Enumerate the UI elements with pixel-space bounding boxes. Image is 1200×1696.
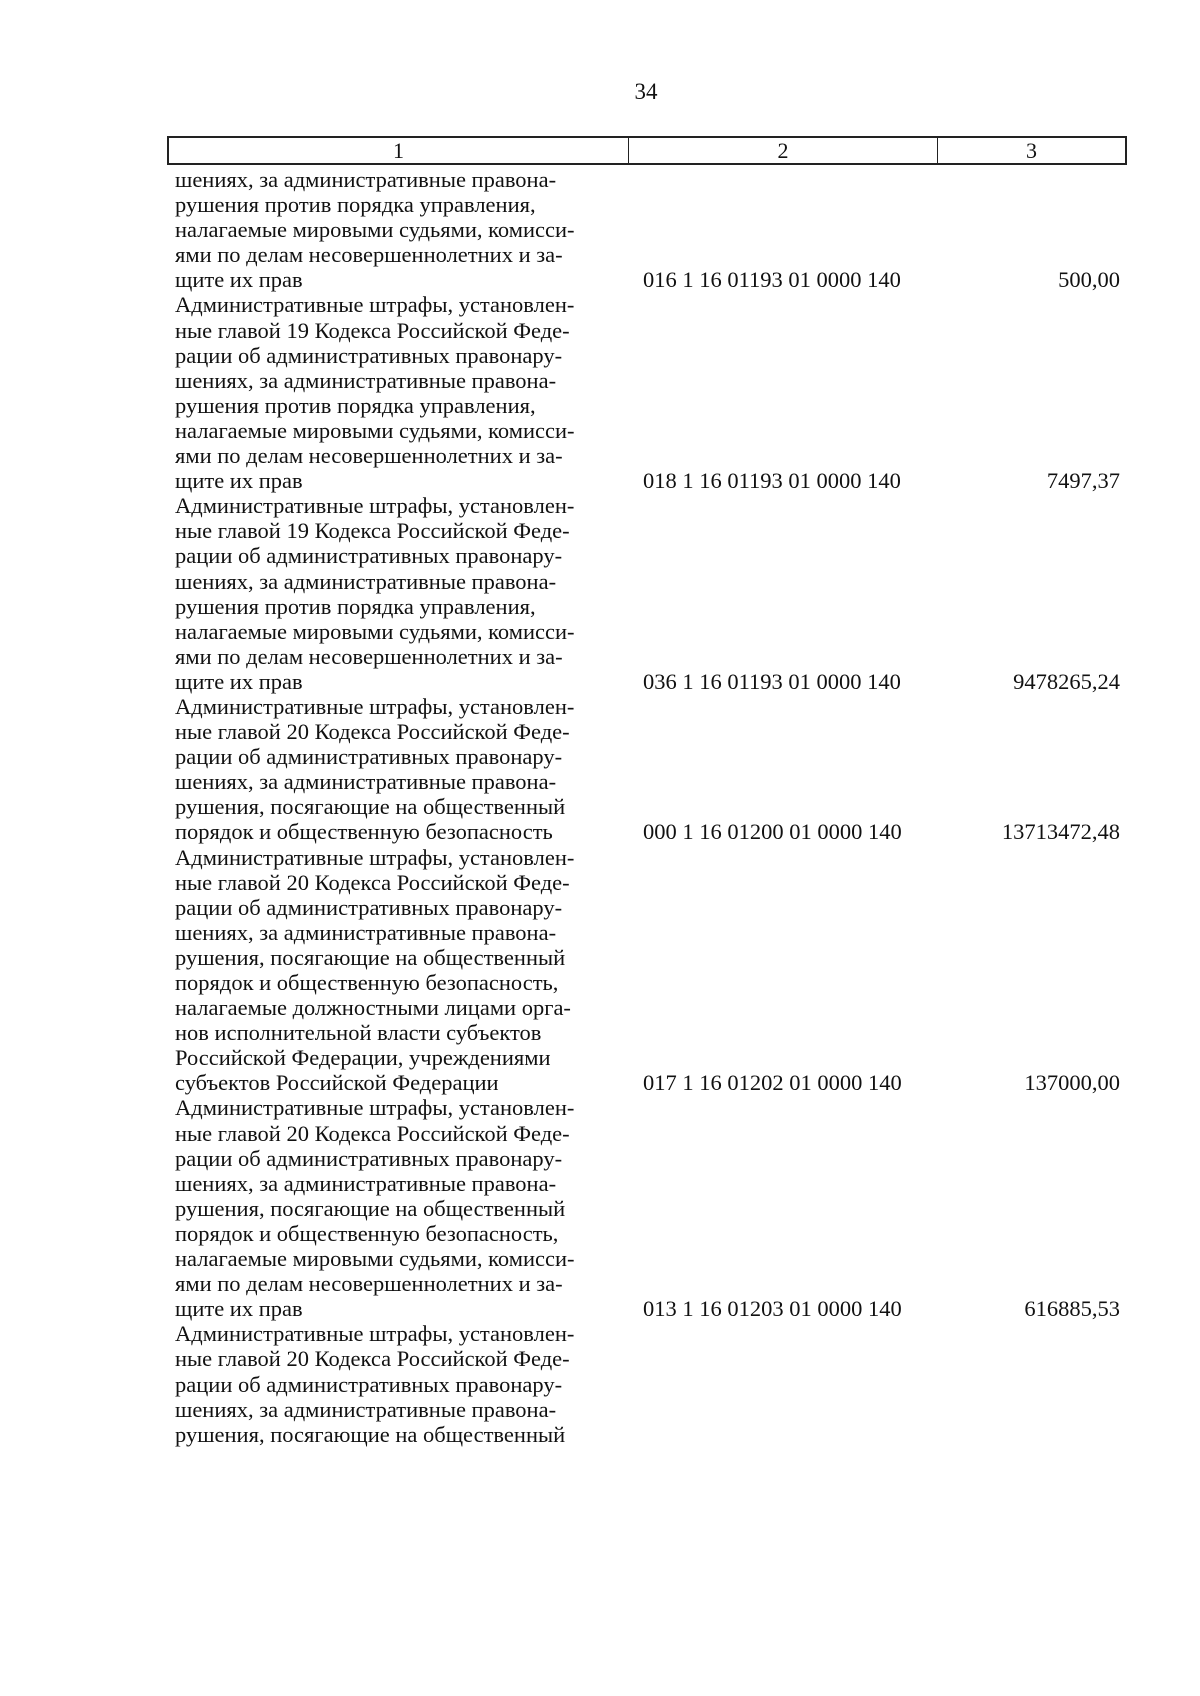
table-body	[175, 167, 1120, 1447]
description-line: нов исполнительной власти субъектов	[175, 1020, 542, 1046]
description-line: рации об административных правонару-	[175, 1371, 563, 1397]
description-line: рушения, посягающие на общественный	[175, 1421, 566, 1447]
row-description	[175, 292, 618, 493]
row-code: 013 1 16 01203 01 0000 140	[643, 1296, 902, 1322]
row-description	[175, 1095, 618, 1321]
description-line: налагаемые мировыми судьями, комисси-	[175, 618, 575, 644]
table-row	[175, 167, 1120, 292]
row-sum: 137000,00	[1024, 1070, 1120, 1096]
description-line: Административные штрафы, установлен-	[175, 493, 575, 519]
description-line: рации об административных правонару-	[175, 744, 563, 770]
description-line: Административные штрафы, установлен-	[175, 292, 575, 318]
description-line: Административные штрафы, установлен-	[175, 1095, 575, 1121]
table-row	[175, 292, 1120, 493]
description-line: ные главой 19 Кодекса Российской Феде-	[175, 317, 570, 343]
description-line: щите их прав	[175, 267, 303, 293]
description-line: порядок и общественную безопасность,	[175, 970, 559, 995]
description-line: рушения против порядка управления,	[175, 192, 536, 218]
description-line: рации об административных правонару-	[175, 543, 563, 569]
description-line: рушения, посягающие на общественный	[175, 794, 566, 820]
description-line: субъектов Российской Федерации	[175, 1070, 499, 1096]
description-line: шениях, за административные правона-	[175, 367, 557, 393]
table-row	[175, 493, 1120, 694]
description-line: рушения, посягающие на общественный	[175, 944, 566, 970]
row-code: 017 1 16 01202 01 0000 140	[643, 1070, 902, 1096]
description-line: налагаемые мировыми судьями, комисси-	[175, 417, 575, 443]
description-line: ями по делам несовершеннолетних и за-	[175, 1271, 563, 1297]
description-line: Административные штрафы, установлен-	[175, 693, 575, 719]
description-line: рушения против порядка управления,	[175, 392, 536, 418]
description-line: ные главой 19 Кодекса Российской Феде-	[175, 518, 570, 544]
description-line: ные главой 20 Кодекса Российской Феде-	[175, 1346, 570, 1372]
description-line: Российской Федерации, учреждениями	[175, 1045, 551, 1071]
description-line: шениях, за административные правона-	[175, 1170, 557, 1196]
description-line: ные главой 20 Кодекса Российской Феде-	[175, 1120, 570, 1146]
column-header-2: 2	[629, 138, 938, 163]
description-line: шениях, за административные правона-	[175, 1396, 557, 1422]
description-line: щите их прав	[175, 1296, 303, 1322]
row-sum: 9478265,24	[1013, 668, 1120, 694]
row-code: 000 1 16 01200 01 0000 140	[643, 819, 902, 845]
table-row	[175, 1321, 1120, 1446]
table-row	[175, 845, 1120, 1096]
description-line: порядок и общественную безопасность,	[175, 1220, 559, 1246]
description-line: рации об административных правонару-	[175, 894, 563, 920]
row-description	[175, 493, 618, 694]
description-line: налагаемые должностными лицами орга-	[175, 995, 571, 1021]
row-sum: 616885,53	[1024, 1296, 1120, 1322]
description-line: рации об административных правонару-	[175, 1145, 563, 1171]
row-description	[175, 167, 618, 292]
table-header	[167, 136, 1127, 165]
row-description	[175, 845, 618, 1096]
row-sum: 500,00	[1058, 267, 1120, 293]
description-line: Административные штрафы, установлен-	[175, 844, 575, 870]
description-line: щите их прав	[175, 668, 303, 694]
description-line: ями по делам несовершеннолетних и за-	[175, 443, 563, 469]
description-line: щите их прав	[175, 468, 303, 494]
description-line: налагаемые мировыми судьями, комисси-	[175, 217, 575, 243]
column-header-3: 3	[1026, 137, 1037, 163]
description-line: ями по делам несовершеннолетних и за-	[175, 643, 563, 669]
row-description	[175, 694, 618, 845]
description-line: рушения против порядка управления,	[175, 593, 536, 619]
description-line: шениях, за административные правона-	[175, 919, 557, 945]
row-code: 018 1 16 01193 01 0000 140	[643, 468, 901, 494]
description-line: рации об административных правонару-	[175, 342, 563, 368]
description-line: налагаемые мировыми судьями, комисси-	[175, 1246, 575, 1272]
row-code: 016 1 16 01193 01 0000 140	[643, 267, 901, 293]
table-row	[175, 1095, 1120, 1321]
description-line: ные главой 20 Кодекса Российской Феде-	[175, 719, 570, 745]
description-line: порядок и общественную безопасность	[175, 819, 553, 845]
description-line: шениях, за административные правона-	[175, 769, 557, 795]
row-sum: 7497,37	[1046, 468, 1120, 494]
description-line: ные главой 20 Кодекса Российской Феде-	[175, 869, 570, 895]
table-row	[175, 694, 1120, 845]
description-line: шениях, за административные правона-	[175, 568, 557, 594]
row-description	[175, 1321, 618, 1446]
description-line: рушения, посягающие на общественный	[175, 1195, 566, 1221]
page-number: 34	[634, 79, 658, 104]
row-code: 036 1 16 01193 01 0000 140	[643, 668, 901, 694]
description-line: Административные штрафы, установлен-	[175, 1321, 575, 1347]
row-sum: 13713472,48	[1001, 819, 1120, 845]
description-line: ями по делам несовершеннолетних и за-	[175, 242, 563, 268]
description-line: шениях, за административные правона-	[175, 167, 557, 192]
column-header-1: 1	[169, 138, 629, 163]
